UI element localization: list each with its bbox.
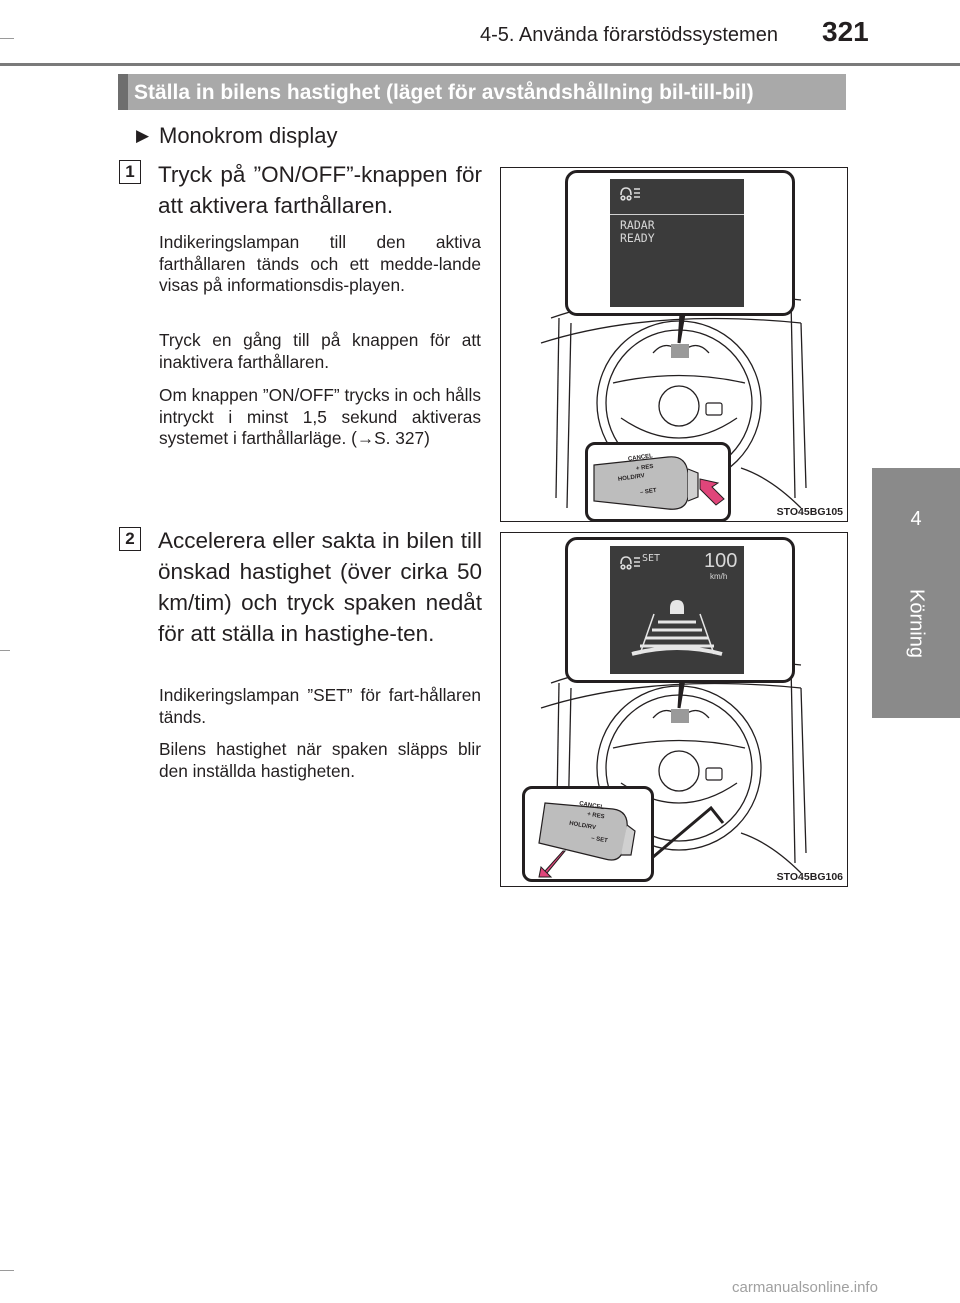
lever-label-res: + RES bbox=[635, 463, 654, 473]
display-speed-value: 100 bbox=[704, 550, 738, 572]
display-line: READY bbox=[620, 231, 655, 245]
display-callout bbox=[565, 537, 795, 683]
step-note: Indikeringslampan till den aktiva farthållaren tänds och ett medde-lande visas på informationsdis-playen. bbox=[159, 232, 481, 295]
cruise-control-lever-icon bbox=[588, 445, 728, 519]
display-speed-unit: km/h bbox=[710, 572, 728, 581]
display-set-label: SET bbox=[642, 553, 661, 564]
step-instruction: Accelerera eller sakta in bilen till önskad hastighet (över cirka 50 km/tim) och tryck spaken nedåt för att ställa in hastighe-ten. bbox=[158, 528, 482, 646]
radar-cruise-icon bbox=[618, 185, 642, 203]
crop-mark bbox=[0, 1270, 14, 1271]
step-note: Bilens hastighet när spaken släpps blir den inställda hastigheten. bbox=[159, 739, 481, 781]
lever-label-holdrv: HOLD/RV bbox=[617, 473, 646, 483]
crop-mark bbox=[0, 38, 14, 39]
lever-label-cancel: CANCEL bbox=[627, 453, 654, 463]
page-number: 321 bbox=[822, 16, 869, 47]
lever-label-set: – SET bbox=[639, 487, 658, 497]
lever-callout bbox=[585, 442, 731, 522]
figure-code: STO45BG105 bbox=[776, 506, 843, 518]
lever-callout bbox=[522, 786, 654, 882]
chapter-number: 4 bbox=[910, 508, 922, 530]
section-title: Ställa in bilens hastighet (läget för avståndshållning bil-till-bil) bbox=[134, 81, 754, 104]
watermark[interactable]: carmanualsonline.info bbox=[732, 1279, 878, 1296]
crop-mark bbox=[0, 650, 10, 651]
figure-set-speed bbox=[500, 532, 848, 887]
display-divider bbox=[610, 214, 744, 215]
display-callout bbox=[565, 170, 795, 316]
subsection-label: Monokrom display bbox=[159, 123, 338, 148]
radar-cruise-icon bbox=[618, 554, 642, 572]
lever-label-set: – SET bbox=[590, 835, 609, 845]
step-instruction: Tryck på ”ON/OFF”-knappen för att aktivera farthållaren. bbox=[158, 162, 482, 218]
triangle-bullet-icon: ▶ bbox=[136, 126, 150, 145]
figure-radar-ready bbox=[500, 167, 848, 522]
step-note: Om knappen ”ON/OFF” trycks in och hålls intryckt i minst 1,5 sekund aktiveras systemet i farthållarläge. (→S. 327) bbox=[159, 385, 481, 448]
step-number-box: 1 bbox=[119, 160, 141, 184]
lever-label-cancel: CANCEL bbox=[578, 800, 605, 812]
step-number-box: 2 bbox=[119, 527, 141, 551]
figure-code: STO45BG106 bbox=[776, 871, 843, 883]
step-note: Tryck en gång till på knappen för att inaktivera farthållaren. bbox=[159, 330, 481, 372]
lever-label-holdrv: HOLD/RV bbox=[568, 820, 597, 832]
chapter-label: Körning bbox=[905, 588, 928, 658]
running-head: 4-5. Använda förarstödssystemen bbox=[480, 24, 778, 46]
vehicle-distance-icon bbox=[610, 590, 744, 674]
step-note: Indikeringslampan ”SET” för fart-hållaren tänds. bbox=[159, 685, 481, 727]
display-line: RADAR bbox=[620, 218, 655, 232]
multi-info-display bbox=[610, 546, 744, 674]
multi-info-display bbox=[610, 179, 744, 307]
header-rule bbox=[0, 63, 960, 66]
lever-label-res: + RES bbox=[586, 811, 605, 821]
